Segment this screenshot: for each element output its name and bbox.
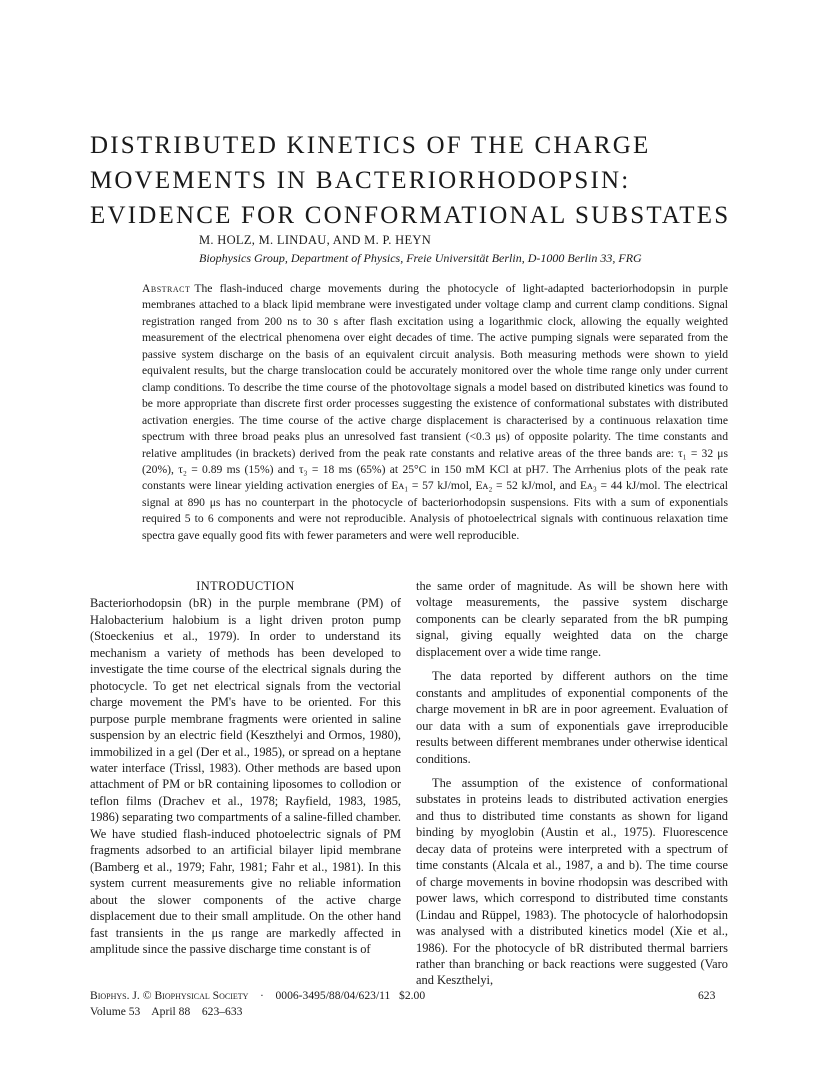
footer-citation bbox=[90, 988, 425, 1020]
abstract-text: The flash-induced charge movements during the photocycle of light-adapted bacteriorhodopsin in purple membranes attached to a black lipid membrane were investigated under voltage clamp and current clamp conditions. Signal registration ranged from 200 ns to 30 s after flash excitation using a logarithmic clock, allowing the equally weighted measurement of the electrical phenomena over eight decades of time. The active pumping signals were separated from the passive system discharge on the basis of an equivalent circuit analysis. Both measuring methods were shown to yield equivalent results, but the charge translocation could be accurately monitored over the whole time range only under current clamp conditions. To describe the time course of the photovoltage signals a model based on distributed kinetics was found to be more appropriate than discrete first order processes suggesting the existence of conformational substates with distributed activation energies. The time course of the active charge displacement is characterised by a continuous relaxation time spectrum with three broad peaks plus an unresolved fast transient (<0.3 μs) of opposite polarity. The time constants and relative amplitudes (in brackets) derived from the peak rate constants and relative areas of the three bands are: τ₁ = 32 μs (20%), τ₂ = 0.89 ms (15%) and τ₃ = 18 ms (65%) at 25°C in 150 mM KCl at pH7. The Arrhenius plots of the peak rate constants were linear yielding activation energies of Eᴀ₁ = 57 kJ/mol, Eᴀ₂ = 52 kJ/mol, and Eᴀ₃ = 44 kJ/mol. The electrical signal at 890 μs has no counterpart in the photocycle of bacteriorhodopsin suspensions. Fits with a sum of exponentials required 5 to 6 components and were not reproducible. Analysis of photoelectrical signals with continuous relaxation time spectra gave equally good fits with fewer parameters and were well reproducible. bbox=[142, 282, 728, 542]
volume-line: Volume 53 April 88 623–633 bbox=[90, 1005, 243, 1018]
introduction-right-column bbox=[416, 578, 728, 989]
paper-title: DISTRIBUTED KINETICS OF THE CHARGE MOVEMENTS IN BACTERIORHODOPSIN: EVIDENCE FOR CONFORMATIONAL SUBSTATES bbox=[90, 132, 731, 229]
separator: · bbox=[260, 989, 264, 1002]
article-code: 0006-3495/88/04/623/11 bbox=[275, 989, 391, 1002]
introduction-paragraph-1: Bacteriorhodopsin (bR) in the purple membrane (PM) of Halobacterium halobium is a light driven proton pump (Stoeckenius et al., 1979). In order to understand its mechanism a variety of methods has been developed to investigate the time course of the electrical signals during the photocycle. To get net electrical signals from the vectorial charge movement the PM's have to be oriented. For this purpose purple membrane fragments were oriented in saline suspension by an electric field (Keszthelyi and Ormos, 1980), immobilized in a gel (Der et al., 1985), or spread on a heptane water interface (Trissl, 1983). Other methods are based upon attachment of PM or bR containing liposomes to collodion or teflon films (Drachev et al., 1978; Rayfield, 1983, 1985, 1986) separating two compartments of a saline-filled chamber. We have studied flash-induced photoelectric signals of PM fragments adsorbed to an artificial bilayer lipid membrane (Bamberg et al., 1979; Fahr, 1981; Fahr et al., 1981). In this system current measurements give no reliable information about the slower components of the active charge displacement due to their small amplitude. On the other hand fast transients in the μs range are markedly affected in amplitude since the passive discharge time constant is of bbox=[90, 596, 401, 956]
price: $2.00 bbox=[399, 989, 426, 1002]
introduction-left-column bbox=[90, 578, 401, 957]
abstract-label: Abstract bbox=[142, 282, 191, 295]
affiliation: Biophysics Group, Department of Physics, Freie Universität Berlin, D-1000 Berlin 33, FRG bbox=[199, 251, 642, 265]
abstract bbox=[142, 281, 728, 544]
introduction-heading: INTRODUCTION bbox=[196, 579, 295, 593]
introduction-paragraph-1-continued: the same order of magnitude. As will be shown here with voltage measurements, the passive system discharge components can be clearly separated from the bR pumping signal, giving equally weighted data on the charge displacement over a wide time range. bbox=[416, 579, 728, 659]
page-number: 623 bbox=[698, 989, 716, 1002]
introduction-paragraph-2: The data reported by different authors on the time constants and amplitudes of exponential components of the charge movement in bR are in poor agreement. Evaluation of our data with a sum of exponentials gave irreproducible results between different membranes under otherwise identical conditions. bbox=[416, 669, 728, 766]
introduction-paragraph-3: The assumption of the existence of conformational substates in proteins leads to distributed activation energies and thus to distributed time constants as shown for ligand binding by myoglobin (Austin et al., 1975). Fluorescence decay data of proteins were interpreted with a spectrum of time constants (Alcala et al., 1987, a and b). The time course of charge movements in bovine rhodopsin was described with power laws, which correspond to distributed time constants (Lindau and Rüppel, 1983). The photocycle of halorhodopsin was analysed with a distributed kinetics model (Xie et al., 1986). For the photocycle of bR distributed thermal barriers rather than branching or back reactions were suggested (Varo and Keszthelyi, bbox=[416, 775, 728, 988]
authors: M. HOLZ, M. LINDAU, AND M. P. HEYN bbox=[199, 233, 432, 247]
journal-name: Biophys. J. © Biophysical Society bbox=[90, 989, 249, 1002]
